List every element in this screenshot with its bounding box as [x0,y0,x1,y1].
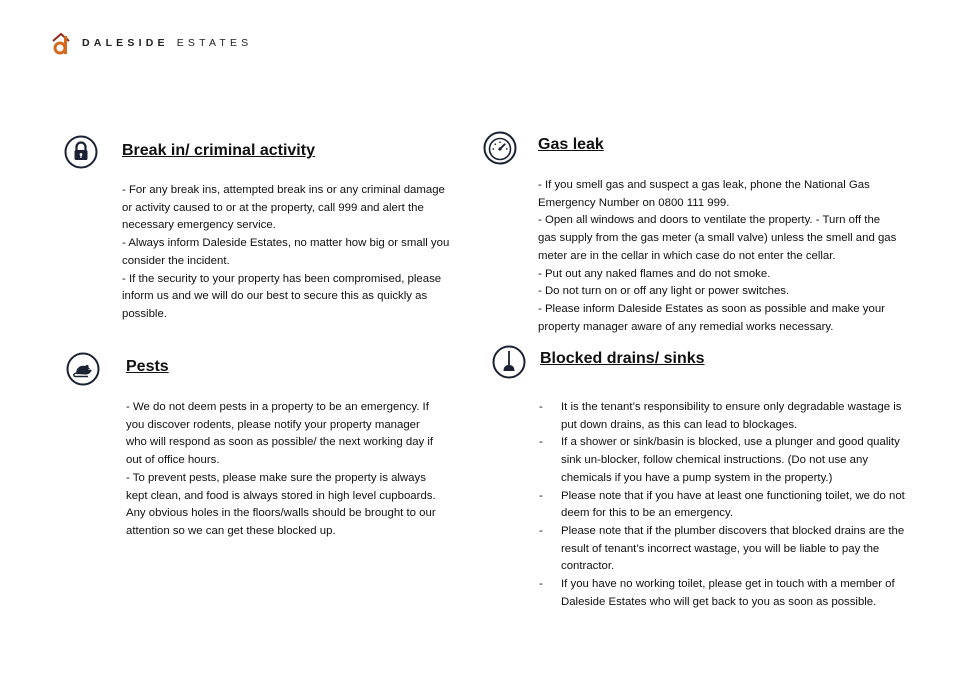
pests-line: who will respond as soon as possible/ the next working day if [126,436,434,449]
break-in-line: or activity caused to or at the property, call 999 and alert the [122,201,424,214]
gas-leak-body [538,177,918,336]
gas-leak-line: - Open all windows and doors to ventilate the property. - Turn off the [538,214,881,227]
list-item-line: Please note that if the plumber discovers that blocked drains are the [561,524,905,537]
list-item-line: put down drains, as this can lead to blockages. [561,418,798,431]
list-item-line: contractor. [561,560,615,573]
list-item-line: Daleside Estates who will get back to you as soon as possible. [561,595,877,608]
pests-line: - To prevent pests, please make sure the property is always [126,471,426,484]
list-item [539,399,934,434]
gas-leak-line: - If you smell gas and suspect a gas leak, phone the National Gas [538,179,870,191]
gas-leak-line: Emergency Number on 0800 111 999. [538,196,730,209]
pests-line: out of office hours. [126,454,220,467]
gas-leak-title: Gas leak [538,136,604,153]
break-in-line: - Always inform Daleside Estates, no matter how big or small you [122,237,450,250]
bullet-dash: - [539,578,543,591]
list-item-line: deem for this to be an emergency. [561,507,734,520]
gas-leak-line: meter are in the cellar in which case do not enter the cellar. [538,249,836,262]
pests-line: you discover rodents, please notify your property manager [126,418,420,431]
list-item [539,488,934,523]
pests-line: kept clean, and food is always stored in high level cupboards. [126,489,436,502]
break-in-line: possible. [122,307,167,320]
break-in-line: consider the incident. [122,254,230,267]
logo [52,30,252,56]
break-in-body [122,182,472,324]
break-in-title: Break in/ criminal activity [122,142,315,159]
list-item [539,434,934,487]
list-item-line: It is the tenant’s responsibility to ensure only degradable wastage is [561,401,902,413]
pests-line: Any obvious holes in the floors/walls should be brought to our [126,507,436,520]
break-in-line: - If the security to your property has been compromised, please [122,272,442,285]
bullet-dash: - [539,401,543,413]
list-item-line: result of tenant’s incorrect wastage, you will be liable to pay the [561,542,880,555]
break-in-line: necessary emergency service. [122,219,276,232]
padlock-icon [64,135,98,169]
list-item [539,523,934,576]
blocked-drains-title: Blocked drains/ sinks [540,350,705,367]
logo-mark-icon [52,31,72,55]
gas-leak-line: - Put out any naked flames and do not smoke. [538,267,771,280]
break-in-line: inform us and we will do our best to secure this as quickly as [122,290,428,303]
bullet-dash: - [539,436,543,449]
pests-line: attention so we can get these blocked up. [126,524,336,537]
rat-icon [66,352,100,386]
list-item [539,576,934,611]
bullet-dash: - [539,524,543,537]
list-item-line: Please note that if you have at least one functioning toilet, we do not [561,489,905,502]
brand-name-bold: DALESIDE [82,37,169,49]
pests-line: - We do not deem pests in a property to be an emergency. If [126,401,429,413]
list-item-line: chemicals if you have a pump system in the property.) [561,471,833,484]
brand-name-light: ESTATES [176,37,253,49]
pests-body [126,399,476,541]
gas-leak-line: gas supply from the gas meter (a small valve) unless the smell and gas [538,232,897,245]
gas-leak-line: property manager aware of any remedial works necessary. [538,320,834,333]
break-in-line: - For any break ins, attempted break ins or any criminal damage [122,184,445,196]
brand-name [82,37,252,49]
pests-title: Pests [126,358,169,375]
plunger-icon [492,345,526,379]
list-item-line: If you have no working toilet, please get in touch with a member of [561,578,895,591]
gas-leak-line: - Do not turn on or off any light or power switches. [538,285,790,298]
bullet-dash: - [539,489,543,502]
gauge-icon [483,131,517,165]
gas-leak-line: - Please inform Daleside Estates as soon as possible and make your [538,302,885,315]
list-item-line: If a shower or sink/basin is blocked, use a plunger and good quality [561,436,900,449]
blocked-drains-list [539,399,934,611]
list-item-line: sink un-blocker, follow chemical instructions. (Do not use any [561,454,869,467]
